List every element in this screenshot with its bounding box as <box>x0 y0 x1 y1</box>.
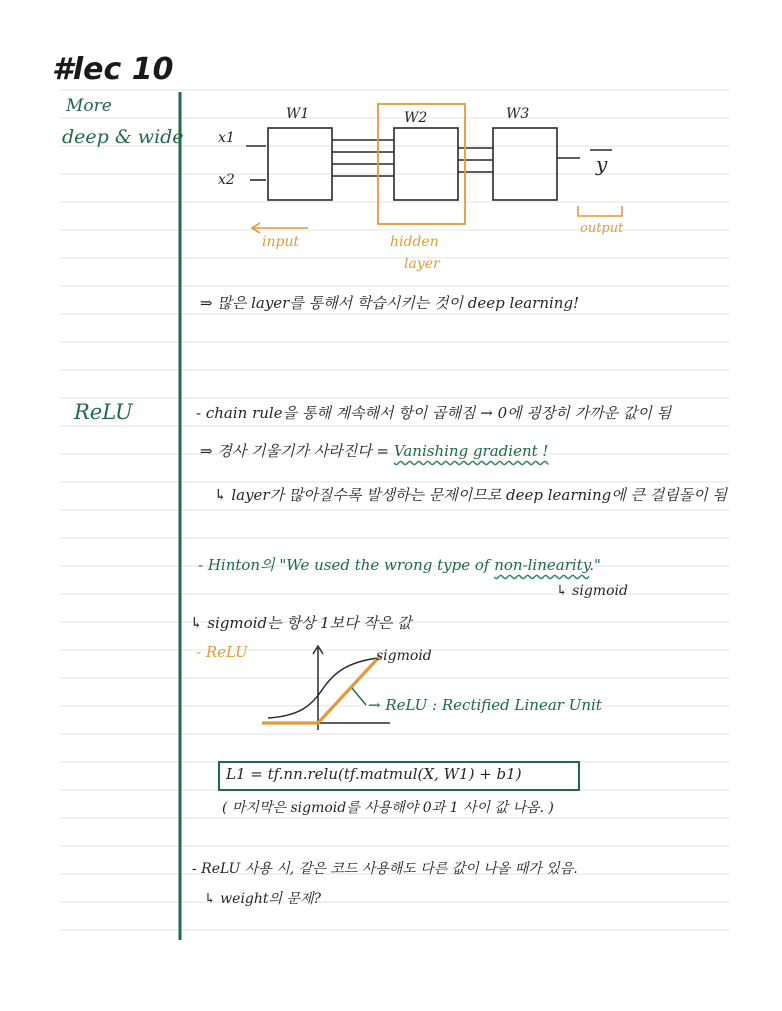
layer-label-w3: W3 <box>506 106 530 122</box>
margin-note-more: More <box>66 96 112 116</box>
output-label-y: y <box>596 152 608 176</box>
layer-caption: layer <box>404 256 440 272</box>
network-diagram <box>246 128 612 200</box>
note-hinton-prefix: - Hinton의 "We used the wrong type of <box>198 556 490 574</box>
page-title: #lec 10 <box>52 52 174 87</box>
note-hinton-suffix: ." <box>589 556 601 574</box>
io-arrows <box>252 206 622 233</box>
note-sigmoid-small: ↳ sigmoid는 항상 1보다 작은 값 <box>190 614 412 632</box>
margin-note-relu: ReLU <box>74 400 133 424</box>
relu-line <box>262 656 380 723</box>
output-caption: output <box>580 221 624 236</box>
layer-label-w1: W1 <box>286 106 310 122</box>
code-line: L1 = tf.nn.relu(tf.matmul(X, W1) + b1) <box>226 765 522 783</box>
note-hinton-term: non-linearity <box>494 556 590 574</box>
note-weight-issue: ↳ weight의 문제? <box>204 891 322 907</box>
activation-graph <box>262 646 390 730</box>
note-vanishing-term: Vanishing gradient ! <box>393 442 549 460</box>
margin-note-deep-wide: deep & wide <box>62 126 184 148</box>
note-layer-problem: ↳ layer가 많아질수록 발생하는 문제이므로 deep learning에 큰 걸림돌이 됨 <box>214 486 727 504</box>
input-label-x2: x2 <box>218 172 235 188</box>
note-chain-rule: - chain rule을 통해 계속해서 항이 곱해짐 → 0에 굉장히 가까운 값이 됨 <box>196 404 672 422</box>
code-note: ( 마지막은 sigmoid를 사용해야 0과 1 사이 값 나옴. ) <box>222 800 554 816</box>
layer-box-w3 <box>493 128 557 200</box>
layer-box-w2 <box>394 128 458 200</box>
graph-label-sigmoid: sigmoid <box>376 648 432 664</box>
note-relu-issue: - ReLU 사용 시, 같은 코드 사용해도 다른 값이 나올 때가 있음. <box>192 861 578 877</box>
input-caption: input <box>262 234 300 250</box>
note-sigmoid-arrow: ↳ sigmoid <box>556 583 628 599</box>
note-hinton <box>198 554 601 575</box>
note-vanishing <box>200 440 548 461</box>
layer-label-w2: W2 <box>404 110 428 126</box>
layer-box-w1 <box>268 128 332 200</box>
hidden-caption: hidden <box>390 234 439 250</box>
note-deep-learning: ⇒ 많은 layer를 통해서 학습시키는 것이 deep learning! <box>200 294 580 312</box>
graph-label-relu: → ReLU : Rectified Linear Unit <box>368 696 602 714</box>
note-relu-bullet: - ReLU <box>196 643 248 661</box>
input-label-x1: x1 <box>218 130 235 146</box>
sigmoid-curve <box>268 658 378 718</box>
note-vanishing-prefix: ⇒ 경사 기울기가 사라진다 = <box>200 442 390 460</box>
